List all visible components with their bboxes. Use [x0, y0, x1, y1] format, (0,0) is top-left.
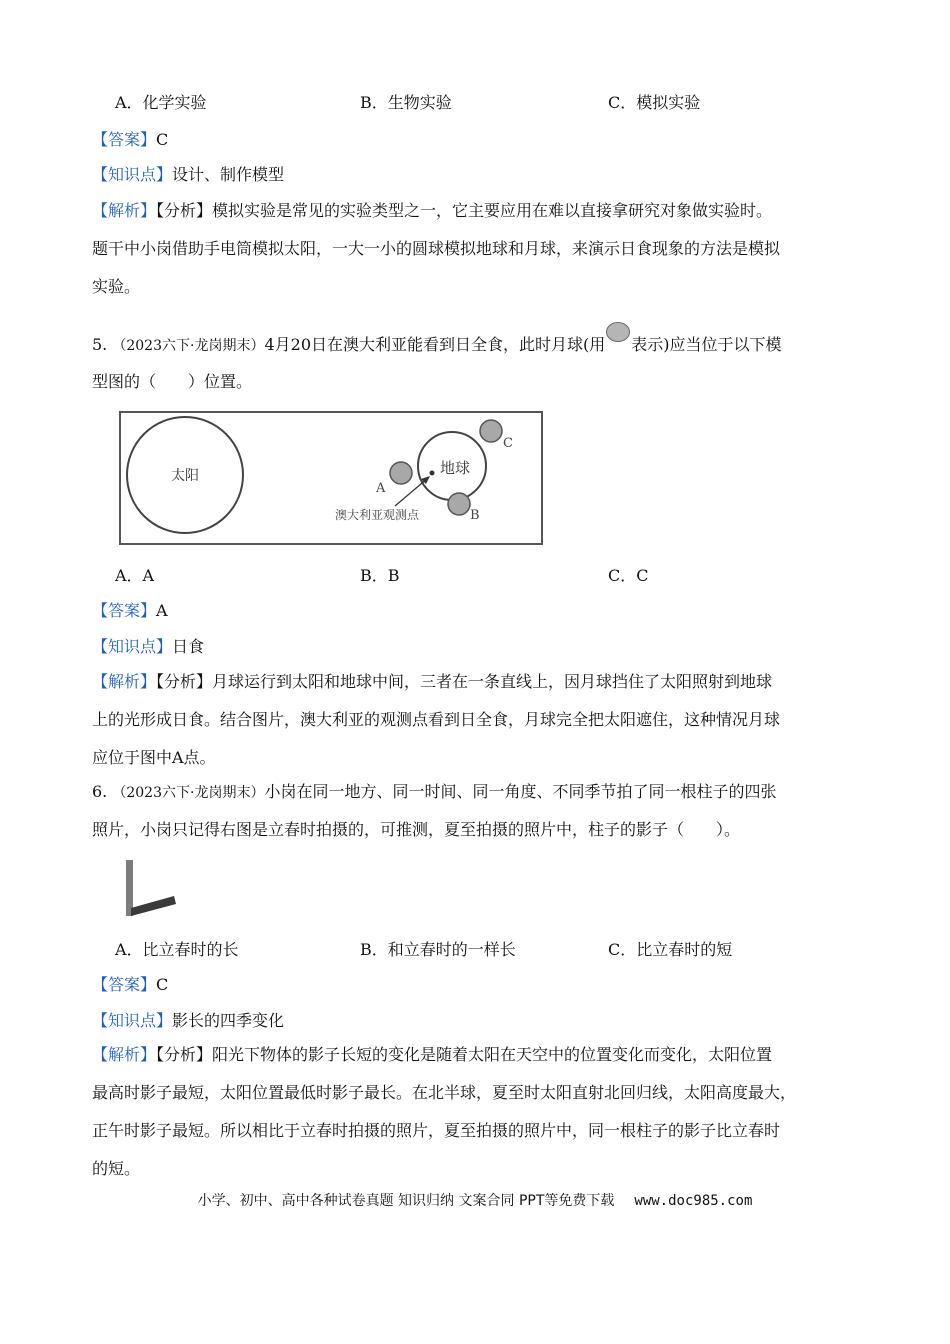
q4-knowledge	[92, 164, 284, 186]
moon-c	[480, 420, 502, 442]
q5-source: （2023六下·龙岗期末）	[112, 338, 265, 354]
q4-option-b: B．生物实验	[360, 93, 452, 112]
sun-label: 太阳	[171, 468, 199, 484]
q4-answer	[92, 129, 168, 151]
q5-number: 5.	[92, 335, 108, 354]
q5-stem-part-2: 表示)应当位于以下模	[631, 335, 782, 354]
q4-option-c: C．模拟实验	[608, 93, 701, 112]
q6-option-b: B．和立春时的一样长	[360, 940, 516, 959]
q5-option-a: A．A	[115, 566, 155, 585]
q4-analysis	[92, 192, 862, 306]
answer-value: A	[156, 601, 168, 620]
answer-value: C	[156, 130, 169, 149]
analysis-line-3: 正午时影子最短。所以相比于立春时拍摄的照片，夏至拍摄的照片中，同一根柱子的影子比立春时	[92, 1121, 781, 1140]
q5-knowledge	[92, 636, 204, 658]
analysis-tag: 【解析】	[92, 672, 157, 691]
q6-option-c: C．比立春时的短	[608, 940, 733, 959]
analysis-line-3: 应位于图中A点。	[92, 748, 216, 767]
footer-text: 小学、初中、高中各种试卷真题 知识归纳 文案合同 PPT等免费下载	[197, 1193, 615, 1209]
answer-value: C	[156, 975, 169, 994]
page-footer	[0, 1190, 950, 1210]
pillar-shadow	[131, 896, 176, 916]
earth-label: 地球	[439, 459, 471, 477]
knowledge-tag: 【知识点】	[92, 1011, 173, 1030]
knowledge-tag: 【知识点】	[92, 165, 173, 184]
analysis-tag: 【解析】	[92, 201, 157, 220]
analysis-line-1: 阳光下物体的影子长短的变化是随着太阳在天空中的位置变化而变化，太阳位置	[212, 1045, 773, 1064]
moon-c-label: C	[503, 436, 513, 451]
answer-tag: 【答案】	[92, 975, 157, 994]
analysis-line-4: 的短。	[92, 1159, 141, 1178]
observer-label: 澳大利亚观测点	[335, 508, 420, 522]
q6-stem-part-1: 小岗在同一地方、同一时间、同一角度、不同季节拍了同一根柱子的四张	[264, 782, 777, 801]
q6-stem-line-2: 照片，小岗只记得右图是立春时拍摄的，可推测，夏至拍摄的照片中，柱子的影子（ ）。	[92, 820, 741, 839]
pillar	[126, 860, 133, 916]
knowledge-tag: 【知识点】	[92, 637, 173, 656]
analysis-line-2: 上的光形成日食。结合图片，澳大利亚的观测点看到日全食，月球完全把太阳遮住，这种情况月球	[92, 710, 781, 729]
q5-stem-line-1	[92, 322, 782, 357]
q6-knowledge	[92, 1010, 284, 1032]
answer-tag: 【答案】	[92, 130, 157, 149]
q6-source: （2023六下·龙岗期末）	[112, 785, 265, 801]
q6-answer	[92, 974, 168, 996]
observer-dot	[430, 471, 435, 476]
footer-site-link[interactable]: www.doc985.com	[634, 1193, 753, 1209]
sun-earth-moon-diagram	[118, 410, 544, 546]
moon-a	[390, 462, 412, 484]
analysis-tag: 【解析】	[92, 1045, 157, 1064]
q5-option-c: C．C	[608, 566, 649, 585]
analysis-line-2: 最高时影子最短，太阳位置最低时影子最长。在北半球，夏至时太阳直射北回归线，太阳高度最大，	[92, 1083, 797, 1102]
analysis-line-2: 题干中小岗借助手电筒模拟太阳，一大一小的圆球模拟地球和月球，来演示日食现象的方法是模拟	[92, 239, 781, 258]
analysis-subtag: 【分析】	[156, 1045, 213, 1064]
knowledge-value: 影长的四季变化	[172, 1011, 285, 1030]
analysis-subtag: 【分析】	[156, 201, 213, 220]
knowledge-value: 日食	[172, 637, 205, 656]
answer-tag: 【答案】	[92, 601, 157, 620]
q5-analysis	[92, 663, 862, 777]
moon-b-label: B	[470, 508, 480, 523]
analysis-line-1: 月球运行到太阳和地球中间，三者在一条直线上，因月球挡住了太阳照射到地球	[212, 672, 773, 691]
moon-icon	[606, 322, 630, 342]
q6-option-a: A．比立春时的长	[115, 940, 239, 959]
q5-option-b: B．B	[360, 566, 400, 585]
q6-number: 6.	[92, 782, 108, 801]
analysis-subtag: 【分析】	[156, 672, 213, 691]
moon-a-label: A	[376, 481, 386, 496]
pillar-shadow-photo	[122, 858, 190, 918]
q5-answer	[92, 600, 168, 622]
q4-option-a: A．化学实验	[115, 93, 207, 112]
analysis-line-3: 实验。	[92, 277, 141, 296]
q5-stem-line-2: 型图的（ ）位置。	[92, 372, 253, 391]
q6-stem-line-1	[92, 781, 776, 804]
moon-b	[448, 493, 470, 515]
q6-analysis	[92, 1036, 862, 1188]
knowledge-value: 设计、制作模型	[172, 165, 285, 184]
q5-stem-part-1: 4月20日在澳大利亚能看到日全食，此时月球(用	[264, 335, 606, 354]
analysis-line-1: 模拟实验是常见的实验类型之一，它主要应用在难以直接拿研究对象做实验时。	[212, 201, 773, 220]
